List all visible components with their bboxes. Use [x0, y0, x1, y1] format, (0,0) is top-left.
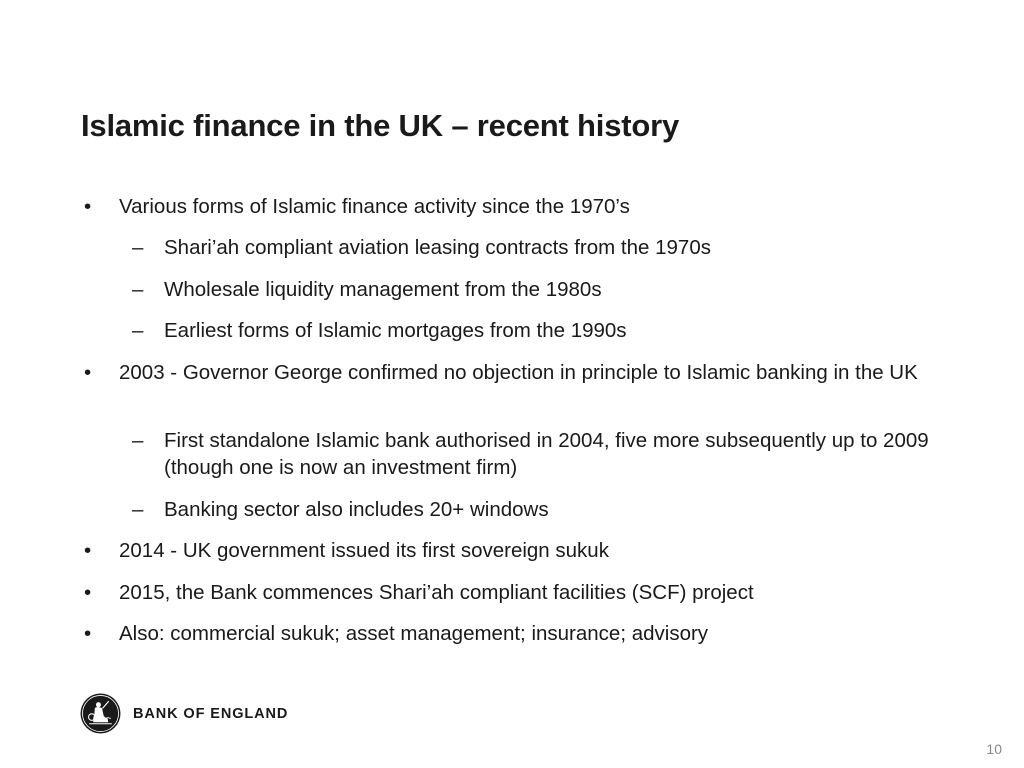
- sub-bullet-item: [132, 234, 954, 261]
- sub-bullet-text: Banking sector also includes 20+ windows: [164, 498, 549, 521]
- sub-bullet-text: First standalone Islamic bank authorised in 2004, five more subsequently up to 2009 (though one is now an investment firm): [164, 429, 929, 479]
- sub-bullet-marker: –: [132, 319, 144, 342]
- bullet-text: 2003 - Governor George confirmed no objection in principle to Islamic banking in the UK: [119, 361, 918, 384]
- page-number: 10: [986, 741, 1002, 757]
- bullet-text: 2014 - UK government issued its first sovereign sukuk: [119, 539, 609, 562]
- bullet-text: 2015, the Bank commences Shari’ah compliant facilities (SCF) project: [119, 581, 754, 604]
- sub-bullet-text: Earliest forms of Islamic mortgages from the 1990s: [164, 319, 627, 342]
- sub-bullet-item: [132, 276, 954, 303]
- bullet-item: [84, 537, 949, 564]
- britannia-seal-icon: [80, 693, 121, 734]
- sub-bullet-marker: –: [132, 278, 144, 301]
- sub-bullet-item: [132, 317, 954, 344]
- bullet-item: [84, 579, 949, 606]
- bullet-marker: •: [84, 195, 92, 218]
- sub-bullet-marker: –: [132, 429, 144, 452]
- sub-bullet-marker: –: [132, 498, 144, 521]
- bullet-marker: •: [84, 361, 92, 384]
- bullet-item: [84, 620, 949, 647]
- sub-bullet-item: [132, 496, 954, 523]
- sub-bullet-text: Shari’ah compliant aviation leasing contracts from the 1970s: [164, 236, 711, 259]
- bullet-marker: •: [84, 581, 92, 604]
- bullet-marker: •: [84, 539, 92, 562]
- sub-bullet-marker: –: [132, 236, 144, 259]
- bullet-text: Also: commercial sukuk; asset management; insurance; advisory: [119, 622, 709, 645]
- bullet-item: [84, 193, 949, 220]
- sub-bullet-text: Wholesale liquidity management from the 1980s: [164, 278, 602, 301]
- bullet-text: Various forms of Islamic finance activity since the 1970’s: [119, 195, 630, 218]
- bank-of-england-logo: [80, 693, 288, 734]
- sub-bullet-item: [132, 427, 954, 481]
- bullet-marker: •: [84, 622, 92, 645]
- bullet-item: [84, 359, 949, 386]
- slide-title: Islamic finance in the UK – recent history: [81, 108, 680, 143]
- logo-text: BANK OF ENGLAND: [133, 705, 289, 722]
